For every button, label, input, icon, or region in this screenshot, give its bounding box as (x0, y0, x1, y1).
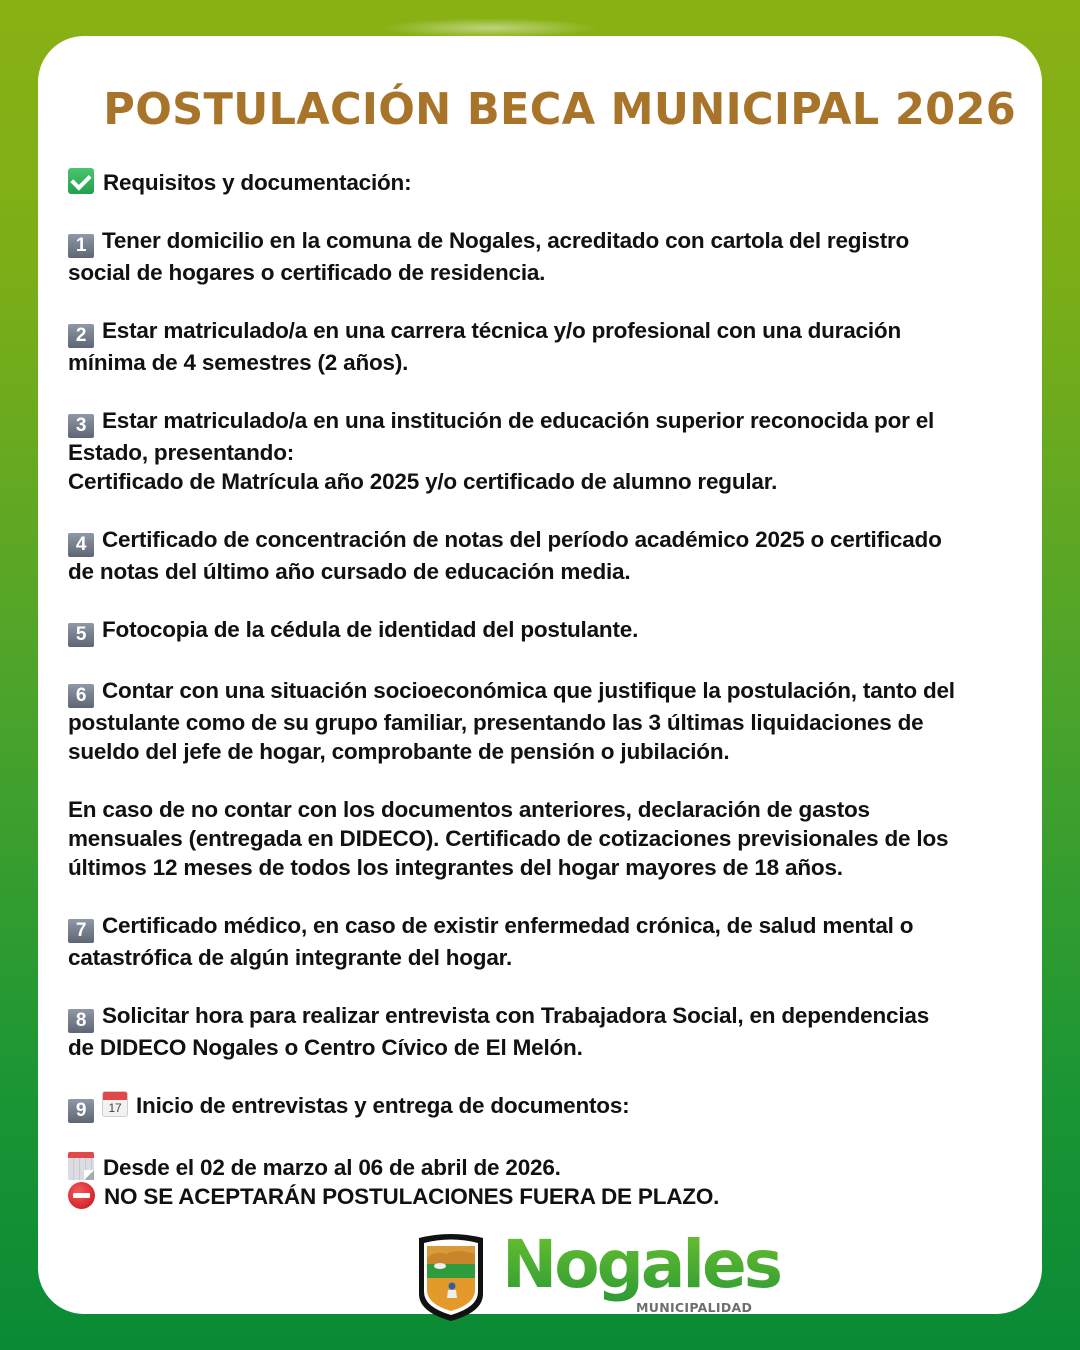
item-text: postulante como de su grupo familiar, presentando las 3 últimas liquidaciones de (68, 710, 924, 735)
requirement-item-1 (68, 226, 1028, 287)
requirement-item-6 (68, 676, 1028, 766)
keycap-4-icon: 4 (68, 533, 94, 557)
requirement-item-5 (68, 615, 1028, 647)
spiral-calendar-icon (68, 1152, 94, 1180)
intro-text: Requisitos y documentación: (103, 170, 412, 195)
note-text: últimos 12 meses de todos los integrantes del hogar mayores de 18 años. (68, 855, 843, 880)
note-text: En caso de no contar con los documentos anteriores, declaración de gastos (68, 797, 870, 822)
date-range-text: Desde el 02 de marzo al 06 de abril de 2026. (103, 1155, 561, 1180)
item-text: Estado, presentando: (68, 440, 295, 465)
calendar-icon (102, 1091, 128, 1117)
announcement-card (38, 36, 1042, 1314)
item-text: Contar con una situación socioeconómica que justifique la postulación, tanto del (102, 678, 955, 703)
page-title: POSTULACIÓN BECA MUNICIPAL 2026 (103, 84, 1017, 135)
item-text: Tener domicilio en la comuna de Nogales, acreditado con cartola del registro (102, 228, 910, 253)
item-text: Solicitar hora para realizar entrevista con Trabajadora Social, en dependencias (102, 1003, 930, 1028)
requirement-item-9 (68, 1091, 1028, 1123)
no-entry-icon (68, 1182, 95, 1209)
requirement-item-2 (68, 316, 1028, 377)
item-text: Estar matriculado/a en una institución de educación superior reconocida por el (102, 408, 935, 433)
keycap-8-icon: 8 (68, 1009, 94, 1033)
requirement-item-3 (68, 406, 1028, 496)
keycap-2-icon: 2 (68, 324, 94, 348)
keycap-5-icon: 5 (68, 623, 94, 647)
municipality-logo (416, 1226, 781, 1324)
calendar-day: 17 (108, 1101, 122, 1115)
keycap-6-icon: 6 (68, 684, 94, 708)
warning-text: NO SE ACEPTARÁN POSTULACIONES FUERA DE PLAZO. (104, 1184, 720, 1209)
item-text: de DIDECO Nogales o Centro Cívico de El Melón. (68, 1035, 583, 1060)
deadline-info (68, 1152, 1028, 1211)
check-mark-button-icon (68, 168, 94, 194)
keycap-7-icon: 7 (68, 919, 94, 943)
requirements-content (68, 168, 1028, 1211)
background-glow (380, 18, 600, 38)
item-text: Certificado médico, en caso de existir enfermedad crónica, de salud mental o (102, 913, 914, 938)
keycap-9-icon: 9 (68, 1099, 94, 1123)
item-text: Fotocopia de la cédula de identidad del postulante. (102, 617, 639, 642)
requirement-item-8 (68, 1001, 1028, 1062)
item-text: de notas del último año cursado de educación media. (68, 559, 631, 584)
item-text: social de hogares o certificado de residencia. (68, 260, 546, 285)
coat-of-arms-icon (416, 1232, 486, 1322)
requirement-item-4 (68, 525, 1028, 586)
note-text: mensuales (entregada en DIDECO). Certificado de cotizaciones previsionales de los (68, 826, 949, 851)
item-text: Certificado de concentración de notas del período académico 2025 o certificado (102, 527, 942, 552)
requirement-note (68, 795, 1028, 882)
item-text: sueldo del jefe de hogar, comprobante de pensión o jubilación. (68, 739, 730, 764)
keycap-3-icon: 3 (68, 414, 94, 438)
item-text: mínima de 4 semestres (2 años). (68, 350, 409, 375)
intro-heading (68, 168, 1028, 197)
keycap-1-icon: 1 (68, 234, 94, 258)
item-text: Estar matriculado/a en una carrera técnica y/o profesional con una duración (102, 318, 901, 343)
requirement-item-7 (68, 911, 1028, 972)
item-text: catastrófica de algún integrante del hogar. (68, 945, 513, 970)
item-text: Inicio de entrevistas y entrega de documentos: (136, 1093, 630, 1118)
brand-subtitle: MUNICIPALIDAD (636, 1300, 753, 1315)
brand-name: Nogales (502, 1226, 781, 1303)
item-text: Certificado de Matrícula año 2025 y/o certificado de alumno regular. (68, 469, 778, 494)
